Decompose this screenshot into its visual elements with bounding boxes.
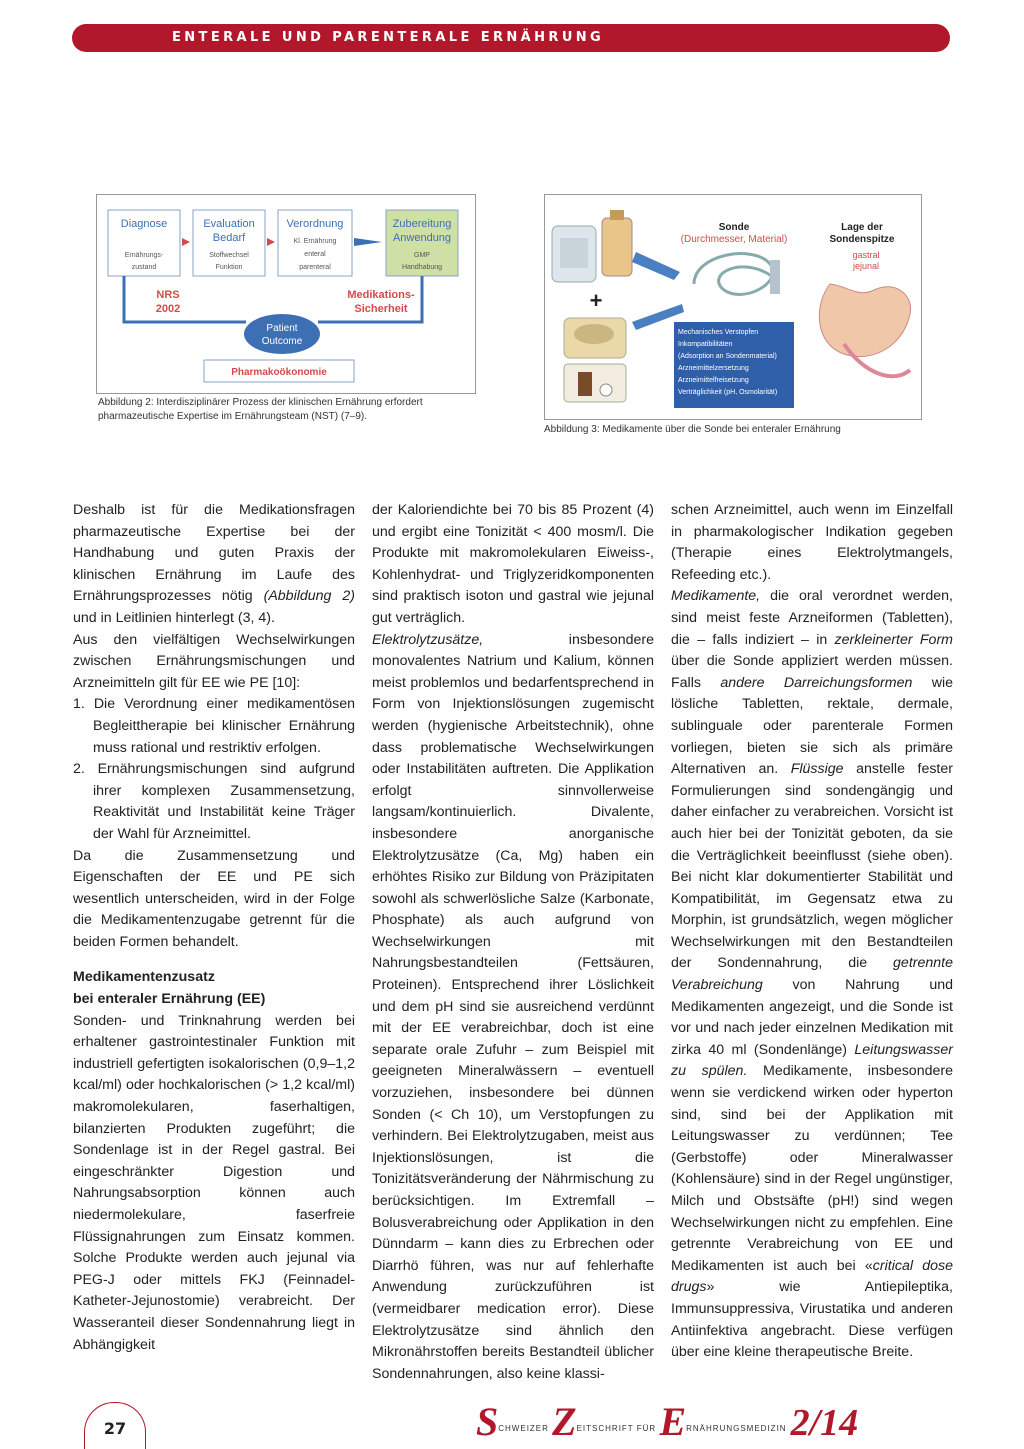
svg-text:Anwendung: Anwendung (392, 232, 452, 244)
process-box-zubereitung (386, 210, 458, 276)
svg-text:Outcome: Outcome (261, 336, 303, 347)
svg-text:Bedarf: Bedarf (212, 232, 246, 244)
paragraph: Da die Zusammensetzung und Eigenschaften der EE und PE sich wesentlich unterscheiden, wird in der Folge die Medikamentenzugabe getrennt für die beiden Formen behandelt. (73, 847, 355, 950)
svg-text:zustand: zustand (131, 264, 157, 271)
svg-text:Stoffwechsel: Stoffwechsel (209, 252, 249, 259)
patient-outcome-ellipse (244, 314, 320, 354)
figure-3-diagram (544, 194, 922, 420)
section-header-bar (72, 24, 950, 52)
paragraph: Medikamente, die oral verordnet werden, sind meist feste Arzneiformen (Tabletten), die – falls indiziert – in zerkleinerter Form über die Sonde appliziert werden müssen. Falls andere Darreichungsformen wie lösliche Tabletten, rektale, dermale, sublinguale oder parenterale Formen vorliegen, bieten sie sich als primäre Alternativen an. Flüssige anstelle fester Formulierungen sind sondengängig und daher einfacher zu verabreichen. Vorsicht ist auch hier bei der Tonizität geboten, da sie die Verträglichkeit beeinflusst (siehe oben). Bei nicht klar dokumentierter Stabilität und Kompatibilität, im Gegensatz etwa zu Morphin, ist grundsätzlich, wegen möglicher Wechselwirkungen mit den Bestandteilen der Sondennahrung, die getrennte Verabreichung von Nahrung und Medikamenten angezeigt, und die Sonde ist vor und nach jeder einzelnen Medikation mit zirka 40 ml (Sondenlänge) Leitungswasser zu spülen. Medikamente, insbesondere wenn sie verdickend wirken oder hyperton sind, sind bei der Applikation mit Leitungswasser zu verdünnen; Tee (Gerbstoffe) oder Mineralwasser (Kohlensäure) sind in der Regel ungünstiger, Milch und Obstsäfte (pH!) sind wegen Wechselwirkungen nicht zu empfehlen. Eine getrennte Verabreichung von EE und Medikamenten ist auch bei «critical dose drugs» wie Antiepileptika, Immunsuppressiva, Virustatika und anderen Antiinfektiva angebracht. Diese verfügen über eine kleine therapeutische Breite. (671, 588, 954, 1361)
svg-text:Arzneimittelzersetzung: Arzneimittelzersetzung (678, 365, 749, 372)
svg-text:Inkompatibilitäten: Inkompatibilitäten (678, 341, 733, 348)
paragraph: schen Arzneimittel, auch wenn im Einzelfall in pharmakologischer Indikation gegeben (Therapie eines Elektrolytmangels, Refeeding etc.). (671, 502, 953, 583)
issue-number: 2/14 (790, 1402, 859, 1444)
svg-text:Arzneimittelfreisetzung: Arzneimittelfreisetzung (678, 377, 749, 384)
medication-safety-label: Medikations- (347, 289, 415, 301)
process-box-verordnung (278, 210, 352, 276)
page-number: 27 (103, 1419, 127, 1438)
svg-text:(Adsorption an Sondenmaterial): (Adsorption an Sondenmaterial) (678, 353, 777, 360)
svg-text:Kl. Ernährung: Kl. Ernährung (293, 238, 337, 245)
svg-text:Verträglichkeit (pH, Osmolarit: Verträglichkeit (pH, Osmolarität) (678, 389, 778, 396)
gastral-label: gastral (852, 250, 880, 260)
figure-2-diagram (96, 194, 476, 394)
svg-text:Zubereitung: Zubereitung (392, 218, 452, 230)
paragraph: Aus den vielfältigen Wechselwirkungen zwischen Ernährungsmischungen und Arzneimitteln gilt für EE wie PE [10]: (73, 631, 355, 691)
box-title: Diagnose (120, 218, 168, 230)
svg-text:parenteral: parenteral (299, 264, 331, 271)
paragraph: Sonden- und Trinknahrung werden bei erhaltener gastrointestinaler Funktion mit industriell gefertigten isokalorischen (0,9–1,2 kcal/ml) oder hochkalorischen (> 1,2 kcal/ml) makromolekularen, faserhaltigen, bilanzierten Produkten zugeführt; die Sondenlage ist in der Regel gastral. Bei eingeschränkter Digestion und Nahrungsabsorption können auch niedermolekulare, faserfreie Flüssignahrungen zum Einsatz kommen. Solche Produkte werden auch jejunal via PEG-J oder mittels FKJ (Feinnadel-Katheter-Jejunostomie) verabreicht. Der Wasseranteil dieser Sondennahrung liegt in Abhängigkeit (73, 1012, 355, 1353)
probe-sub-label: (Durchmesser, Material) (680, 234, 788, 245)
svg-text:Handhabung: Handhabung (401, 264, 443, 271)
paragraph: der Kaloriendichte bei 70 bis 85 Prozent (4) und ergibt eine Tonizität < 400 mosm/l. Die Produkte mit makromolekularen Eiweiss-, Kohlenhydrat- und Triglyzeridkomponenten sind praktisch isoton und gastral wie jejunal gut verträglich. (372, 502, 654, 626)
section-heading: Medikamentenzusatz bei enteraler Ernährung (EE) (73, 969, 266, 1008)
svg-text:Sicherheit: Sicherheit (354, 303, 408, 315)
page-number-badge (84, 1402, 146, 1449)
list-item: 2. Ernährungsmischungen sind aufgrund ihrer komplexen Zusammensetzung, Reaktivität und Instabilität keine Träger der Wahl für Arzneimittel. (73, 761, 355, 842)
paragraph: Elektrolytzusätze, insbesondere monovalentes Natrium und Kalium, können meist problemlos und bedarfentsprechend in Form von Injektionslösungen zugemischt werden (hygienische Arbeitstechnik), ohne dass problematische Wechselwirkungen oder Instabilitäten auftreten. Die Applikation erfolgt sinnvollerweise langsam/kontinuierlich. Divalente, insbesondere anorganische Elektrolytzusätze (Ca, Mg) haben ein erhöhtes Risiko zur Bildung von Präzipitaten sowohl als schwerlösliche Salze (Karbonate, Phosphate) als auch aufgrund von Wechselwirkungen mit Nahrungsbestandteilen (Fettsäuren, Proteinen). Entsprechend ihrer Löslichkeit und dem pH sind sie ausreichend verdünnt mit der EE verabreichbar, doch ist eine separate orale Zufuhr – zum Beispiel mit geeigneten Mineralwässern – eventuell vorzuziehen, insbesondere bei dünnen Sonden (< Ch 10), um Verstopfungen zu verhindern. Bei Elektrolytzugaben, meist aus Injektionslösungen, ist die Tonizitätsveränderung der Nährmischung zu berücksichtigen. Im Extremfall – Bolusverabreichung oder Applikation in den Dünndarm – kann dies zu Erbrechen oder Diarrhö führen, was nur auf fehlerhafte Anwendung zurückzuführen ist (vermeidbarer medication error). Diese Elektrolytzusätze sind ähnlich den Mikronährstoffen bereits Bestandteil üblicher Sondennahrungen, also keine klassi- (372, 631, 654, 1382)
text-column-3 (671, 500, 953, 1364)
pharmacoeconomy-label: Pharmakoökonomie (231, 367, 327, 378)
svg-text:Evaluation: Evaluation (203, 218, 255, 230)
journal-title: $S^{CHWEIZER}$ $Z^{EITSCHRIFT FÜR}$ $E^{RNÄHRUNGSMEDIZIN}$ 2/14 (476, 1399, 859, 1444)
figure-3 (544, 194, 922, 420)
svg-text:Verordnung: Verordnung (286, 218, 344, 230)
nrs-label: NRS (156, 289, 180, 301)
process-box-diagnose (108, 210, 180, 276)
svg-text:Funktion: Funktion (215, 264, 243, 271)
svg-text:Sondenspitze: Sondenspitze (829, 234, 895, 245)
svg-text:Ernährungs-: Ernährungs- (124, 252, 164, 259)
figure-2 (96, 194, 476, 394)
process-box-evaluation (193, 210, 265, 276)
section-title: ENTERALE UND PARENTERALE ERNÄHRUNG (172, 30, 605, 45)
figure-3-caption: Abbildung 3: Medikamente über die Sonde bei enteraler Ernährung (544, 424, 841, 435)
text-column-1 (73, 500, 355, 1356)
svg-text:2002: 2002 (155, 303, 181, 315)
svg-text:Patient: Patient (266, 323, 298, 334)
paragraph: Deshalb ist für die Medikationsfragen pharmazeutische Expertise bei der Handhabung und guten Praxis der klinischen Ernährung im Laufe des Ernährungsprozesses nötig (Abbildung 2) und in Leitlinien hinterlegt (3, 4). (73, 502, 355, 626)
svg-text:enteral: enteral (304, 251, 326, 258)
svg-text:Mechanisches Verstopfen: Mechanisches Verstopfen (678, 329, 759, 336)
svg-text:GMP: GMP (414, 252, 430, 259)
plus-sign: + (589, 288, 603, 313)
list-item: 1. Die Verordnung einer medikamentösen Begleittherapie bei klinischer Ernährung muss rational und restriktiv erfolgen. (73, 696, 355, 756)
figure-2-caption: Abbildung 2: Interdisziplinärer Prozess der klinischen Ernährung erfordert pharmazeutische Expertise im Ernährungsteam (NST) (7–9). (98, 397, 423, 422)
jejunal-label: jejunal (852, 261, 880, 271)
tip-position-label: Lage der (841, 222, 883, 233)
probe-label: Sonde (718, 222, 750, 233)
text-column-2 (372, 500, 654, 1385)
